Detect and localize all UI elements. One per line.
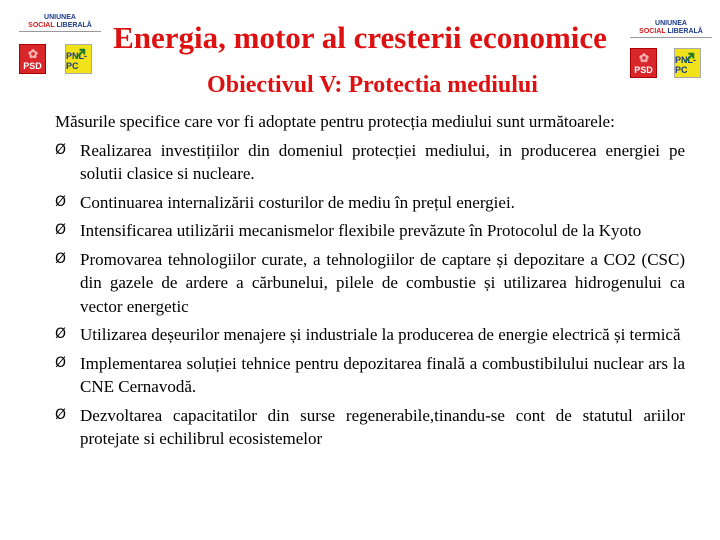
arrow-bullet-icon: Ø <box>55 193 67 210</box>
list-item: Ø Realizarea investițiilor din domeniul protecției mediului, in producerea energiei pe solutii clasice si nucleare. <box>55 140 685 183</box>
logo-text: SOCIAL LIBERALĂ <box>639 28 703 35</box>
list-item: Ø Dezvoltarea capacitatilor din surse regenerabile,tinandu-se cont de statutul ariilor protejate si echilibrul ecosistemelor <box>55 405 685 448</box>
slide-title: Energia, motor al cresterii economice <box>113 20 607 55</box>
logo-text: UNIUNEA <box>44 14 76 21</box>
list-item: Ø Promovarea tehnologiilor curate, a tehnologiilor de captare și depozitare a CO2 (CSC) din gazele de ardere a cărbunelui, pilele de combustie și utilizarea hidrogenului ca vector energetic <box>55 249 685 316</box>
arrow-bullet-icon: Ø <box>55 406 67 423</box>
list-item: Ø Continuarea internalizării costurilor de mediu în prețul energiei. <box>55 191 685 215</box>
measures-list <box>55 139 685 451</box>
psd-logo: ✿ PSD <box>630 48 657 78</box>
slide-body <box>55 110 685 456</box>
psd-logo: ✿ PSD <box>19 44 46 74</box>
pnl-logo: ↗ PNL-PC <box>65 44 92 74</box>
list-item: Ø Utilizarea deșeurilor menajere și industriale la producerea de energie electrică și termică <box>55 323 685 347</box>
arrow-bullet-icon: Ø <box>55 222 67 238</box>
intro-text: Măsurile specifice care vor fi adoptate pentru protecția mediului sunt următoarele: <box>55 112 615 131</box>
arrow-bullet-icon: Ø <box>55 326 67 342</box>
list-item: Ø Intensificarea utilizării mecanismelor flexibile prevăzute în Protocolul de la Kyoto <box>55 219 685 243</box>
list-item: Ø Implementarea soluției tehnice pentru depozitarea finală a combustibilului nuclear ars la CNE Cernavodă. <box>55 353 685 396</box>
logo-text: UNIUNEA <box>655 20 687 27</box>
pnl-logo: ↗ PNL-PC <box>674 48 701 78</box>
arrow-bullet-icon: Ø <box>55 141 67 158</box>
slide-subtitle: Obiectivul V: Protectia mediului <box>207 72 538 98</box>
logo-text: SOCIAL LIBERALĂ <box>28 22 92 29</box>
arrow-bullet-icon: Ø <box>55 354 67 371</box>
arrow-bullet-icon: Ø <box>55 250 67 267</box>
